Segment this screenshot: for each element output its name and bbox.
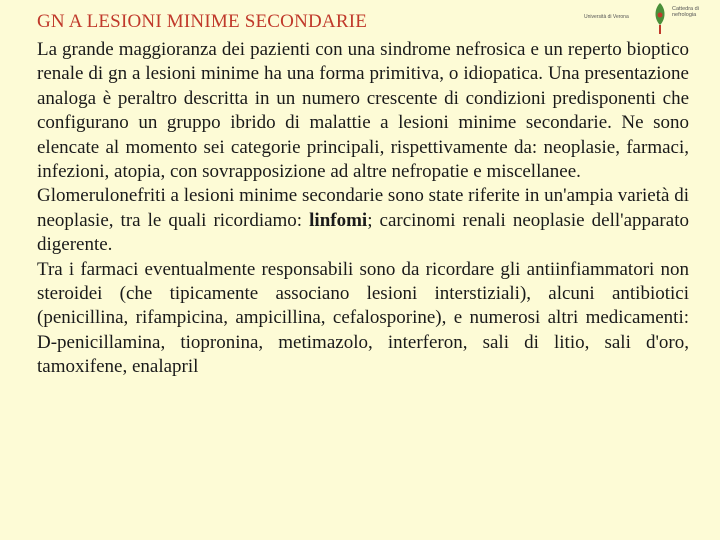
paragraph-neoplasie-tail: ; carcinomi renali neoplasie dell'apparato digerente. [37,209,689,256]
paragraph-neoplasie [37,184,689,257]
logo-university-text: Università di Verona [584,14,629,20]
university-logo [580,0,720,40]
slide-title: GN A LESIONI MINIME SECONDARIE [37,11,368,32]
slide-body [37,38,689,380]
paragraph-neoplasie-bold: linfomi [309,209,368,231]
leaf-logo-icon [650,1,670,35]
paragraph-farmaci: Tra i farmaci eventualmente responsabili sono da ricordare gli antiinfiammatori non steroidei (che tipicamente associano lesioni interstiziali), alcuni antibiotici (penicillina, rifampicina, ampicillina, cefalosporine), e numerosi altri medicamenti: D-penicillamina, tiopronina, metimazolo, interferon, sali di litio, sali d'oro, tamoxifene, enalapril [37,258,689,378]
logo-department-text: Cattedra di nefrologia [672,6,699,18]
paragraph-intro: La grande maggioranza dei pazienti con una sindrome nefrosica e un reperto bioptico renale di gn a lesioni minime ha una forma primitiva, o idiopatica. Una presentazione analoga è peraltro descritta in un numero crescente di condizioni predisponenti che configurano un gruppo ibrido di malattie a lesioni minime secondarie. Ne sono elencate al momento sei categorie principali, rispettivamente da: neoplasie, farmaci, infezioni, atopia, con sovrapposizione ad altre nefropatie e miscellanee. [37,39,689,183]
paragraph-neoplasie-text: Glomerulonefriti a lesioni minime secondarie sono state riferite in un'ampia varietà di neoplasie, tra le quali ricordiamo: [37,185,689,231]
